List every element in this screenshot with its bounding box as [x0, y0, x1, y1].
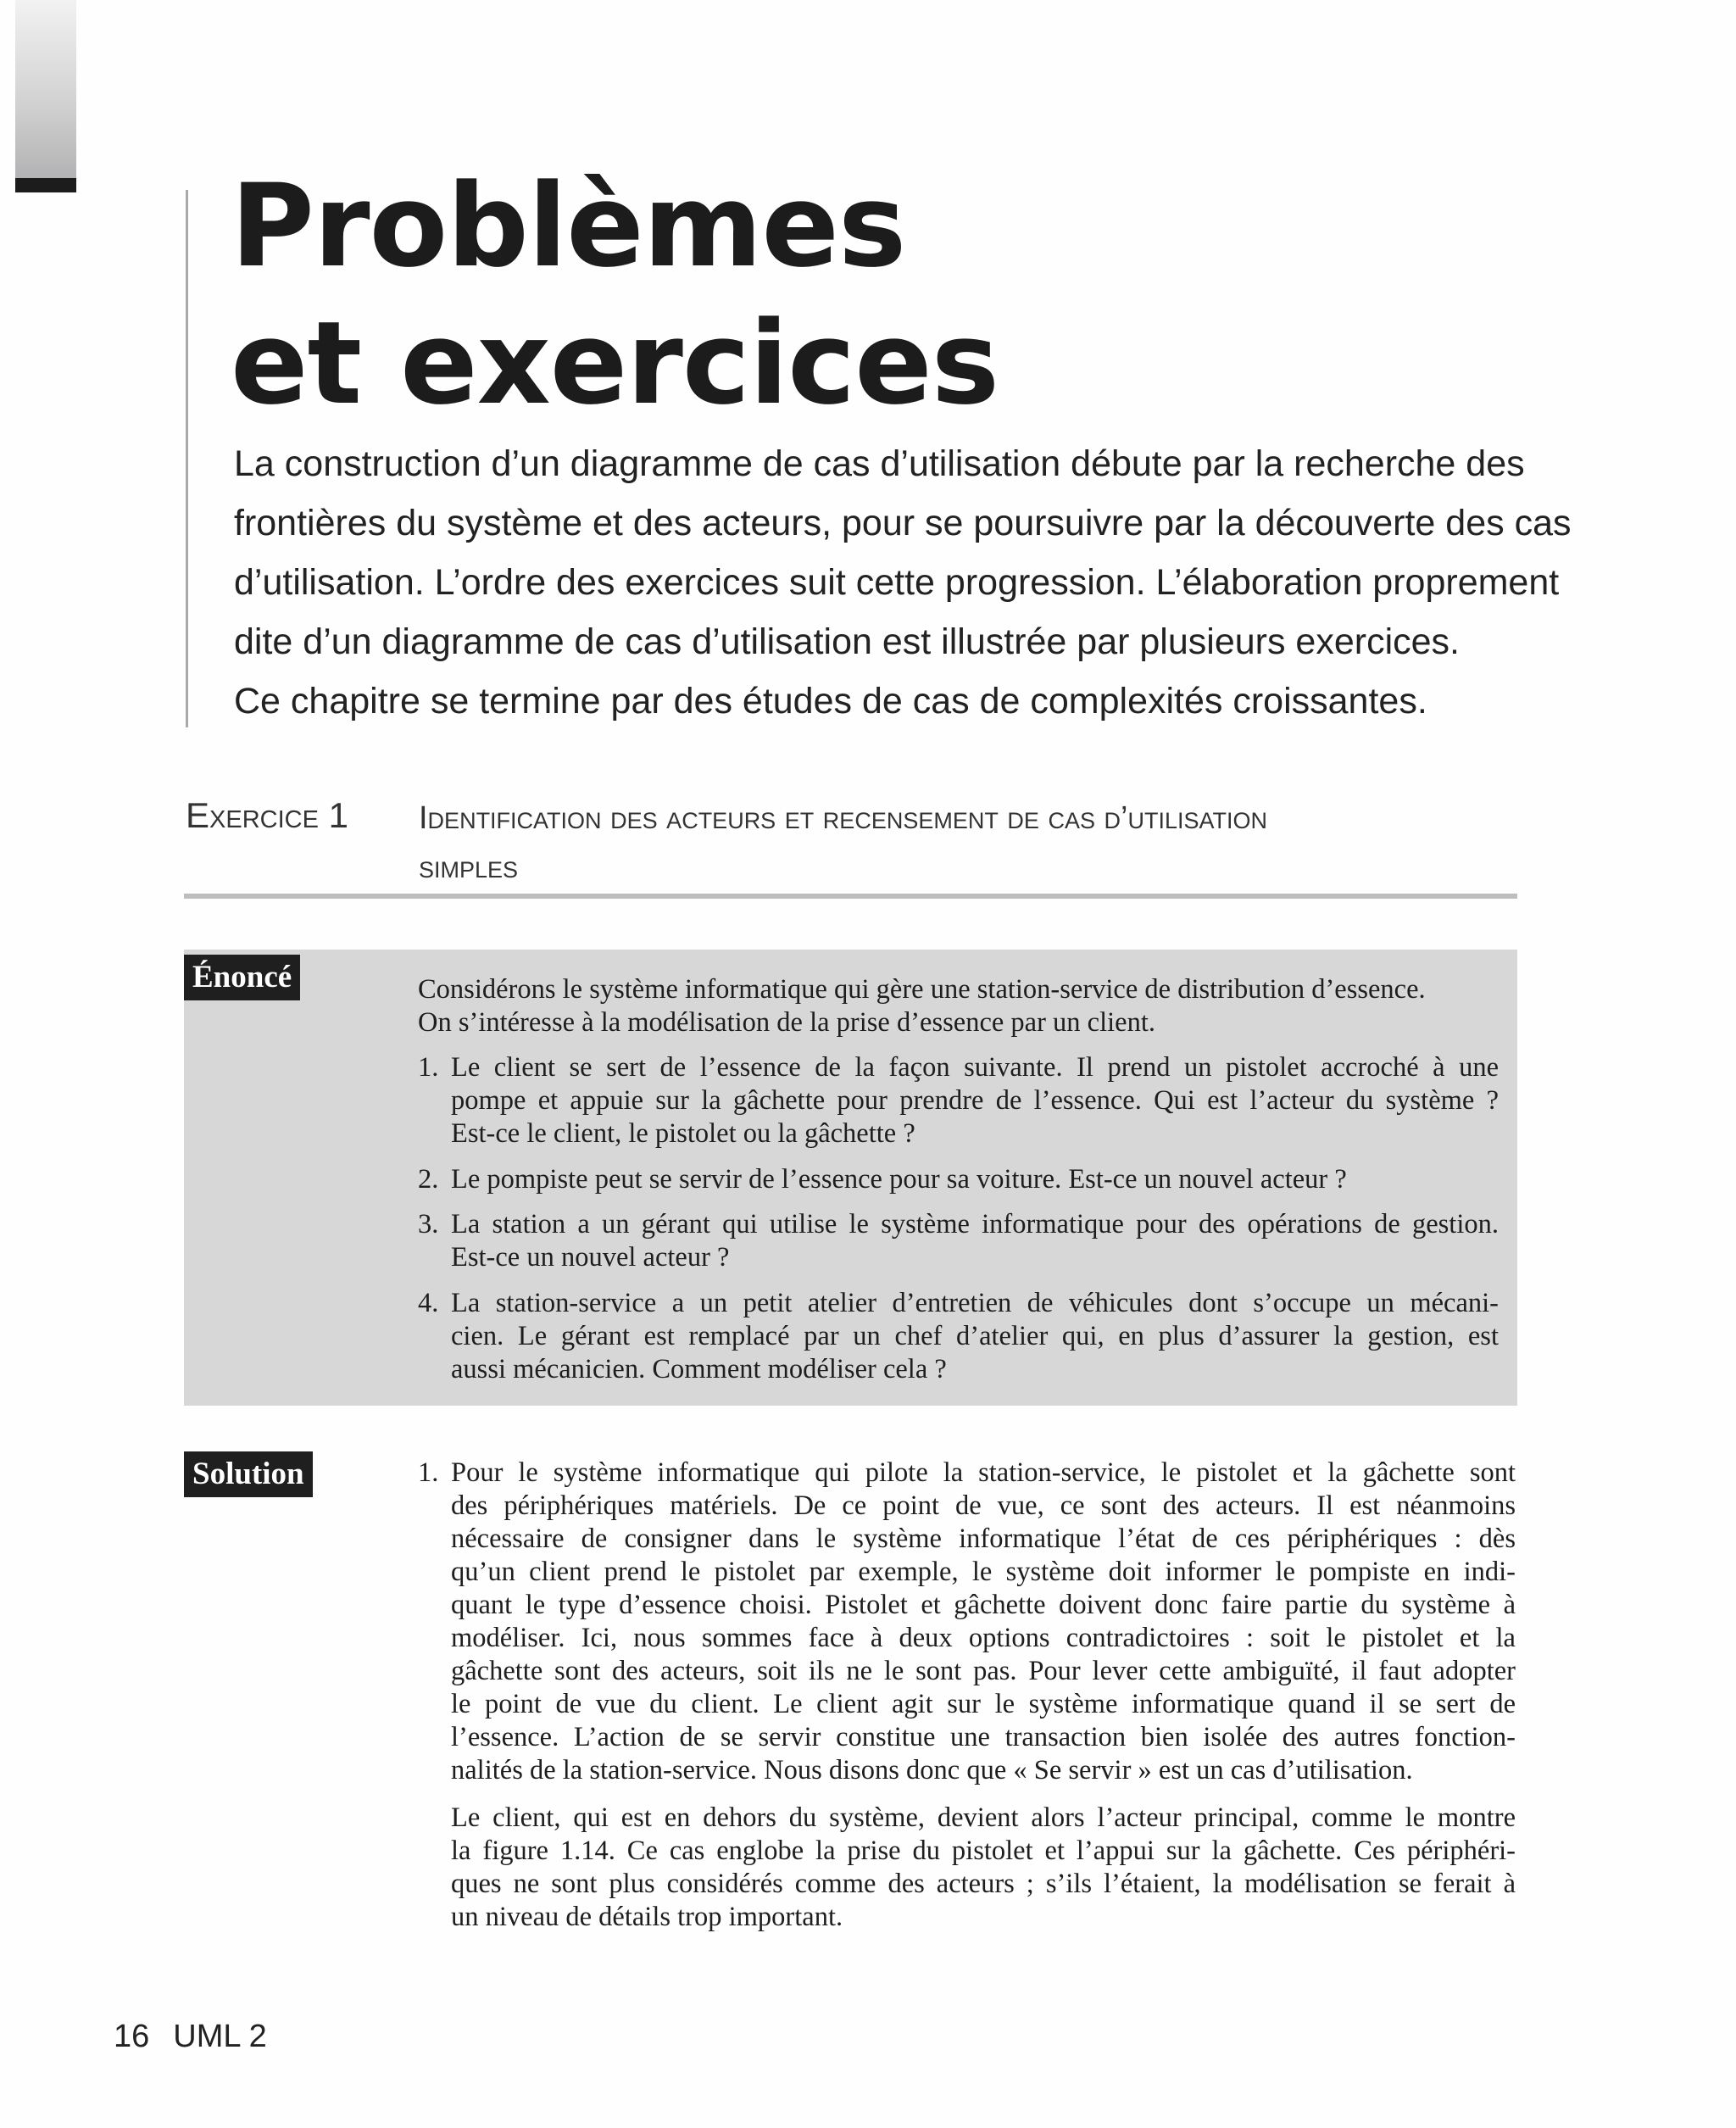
statement-item-line: Est-ce un nouvel acteur ? [451, 1242, 730, 1273]
intro-vertical-rule [186, 190, 188, 727]
intro-line: Ce chapitre se termine par des études de cas de complexités croissantes. [234, 681, 1427, 721]
intro-line: La construction d’un diagramme de cas d’utilisation débute par la recherche des [234, 443, 1525, 484]
statement-item-body [451, 1208, 1499, 1274]
exercise-divider [184, 894, 1517, 899]
solution-line: modéliser. Ici, nous sommes face à deux options contradictoires : soit le pistolet et la [451, 1623, 1516, 1653]
solution-line: des périphériques matériels. De ce point de vue, ce sont des acteurs. Il est néanmoins [451, 1490, 1516, 1521]
chapter-title [231, 158, 999, 432]
statement-item-line: La station-service a un petit atelier d’entretien de véhicules dont s’occupe un mécani- [451, 1288, 1499, 1318]
solution-paragraph-2 [451, 1802, 1516, 1934]
statement-item-line: cien. Le gérant est remplacé par un chef d’atelier qui, en plus d’assurer la gestion, est [451, 1321, 1499, 1351]
exercise-title [419, 794, 1546, 892]
statement-item-line: aussi mécanicien. Comment modéliser cela ? [451, 1354, 947, 1384]
statement-item-number: 4. [418, 1288, 439, 1318]
statement-intro-line: On s’intéresse à la modélisation de la prise d’essence par un client. [418, 1007, 1155, 1038]
statement-item-line: La station a un gérant qui utilise le système informatique pour des opérations de gestion. [451, 1209, 1499, 1239]
solution-tag: Solution [184, 1451, 313, 1497]
chapter-intro [234, 434, 1572, 731]
statement-tag: Énoncé [184, 955, 300, 1000]
solution-line: nécessaire de consigner dans le système informatique l’état de ces périphériques : dès [451, 1524, 1516, 1554]
solution-line: Le client, qui est en dehors du système, devient alors l’acteur principal, comme le montre [451, 1802, 1516, 1833]
exercise-title-line-2: simples [419, 850, 519, 885]
solution-line: le point de vue du client. Le client agit sur le système informatique quand il se sert de [451, 1689, 1516, 1719]
solution-line: la figure 1.14. Ce cas englobe la prise du pistolet et l’appui sur la gâchette. Ces périphéri- [451, 1836, 1516, 1866]
solution-line: un niveau de détails trop important. [451, 1902, 843, 1932]
chapter-title-line-1: Problèmes [231, 159, 906, 292]
statement-item-number: 3. [418, 1209, 439, 1239]
book-title: UML 2 [173, 2019, 267, 2054]
solution-line: Pour le système informatique qui pilote la station-service, le pistolet et la gâchette sont [451, 1457, 1516, 1488]
statement-item-line: pompe et appuie sur la gâchette pour prendre de l’essence. Qui est l’acteur du système ? [451, 1085, 1499, 1116]
solution-paragraph-1 [451, 1457, 1516, 1787]
solution-line: ques ne sont plus considérés comme des acteurs ; s’ils l’étaient, la modélisation se ferait à [451, 1869, 1516, 1899]
statement-item-body [451, 1287, 1499, 1386]
solution-item-number: 1. [418, 1457, 439, 1488]
exercise-title-line-1: Identification des acteurs et recensement de cas d’utilisation [419, 800, 1267, 836]
chapter-title-line-2: et exercices [231, 297, 999, 430]
statement-intro-line: Considérons le système informatique qui gère une station-service de distribution d’essence. [418, 974, 1426, 1005]
statement-item-line: Est-ce le client, le pistolet ou la gâchette ? [451, 1118, 915, 1149]
solution-line: qu’un client prend le pistolet par exemple, le système doit informer le pompiste en indi- [451, 1557, 1516, 1587]
statement-item-body [451, 1051, 1499, 1150]
statement-item-body [451, 1163, 1499, 1196]
solution-line: l’essence. L’action de se servir constitue une transaction bien isolée des autres fonction- [451, 1722, 1516, 1752]
statement-item-number: 1. [418, 1052, 439, 1083]
statement-item-line: Le pompiste peut se servir de l’essence pour sa voiture. Est-ce un nouvel acteur ? [451, 1164, 1347, 1195]
chapter-thumb-bar [15, 178, 76, 192]
chapter-thumb-tab [15, 0, 76, 180]
intro-line: dite d’un diagramme de cas d’utilisation est illustrée par plusieurs exercices. [234, 621, 1460, 662]
statement-intro [418, 973, 1520, 1039]
statement-item-line: Le client se sert de l’essence de la façon suivante. Il prend un pistolet accroché à une [451, 1052, 1499, 1083]
solution-line: gâchette sont des acteurs, soit ils ne le sont pas. Pour lever cette ambiguïté, il faut adopter [451, 1656, 1516, 1686]
page-footer [114, 2016, 267, 2057]
intro-line: d’utilisation. L’ordre des exercices suit cette progression. L’élaboration proprement [234, 562, 1560, 603]
intro-line: frontières du système et des acteurs, pour se poursuivre par la découverte des cas [234, 503, 1572, 543]
page-number: 16 [114, 2019, 150, 2054]
statement-item-number: 2. [418, 1164, 439, 1195]
solution-line: nalités de la station-service. Nous disons donc que « Se servir » est un cas d’utilisation. [451, 1755, 1413, 1785]
solution-line: quant le type d’essence choisi. Pistolet et gâchette doivent donc faire partie du système à [451, 1590, 1516, 1620]
exercise-label: Exercice 1 [186, 795, 348, 835]
